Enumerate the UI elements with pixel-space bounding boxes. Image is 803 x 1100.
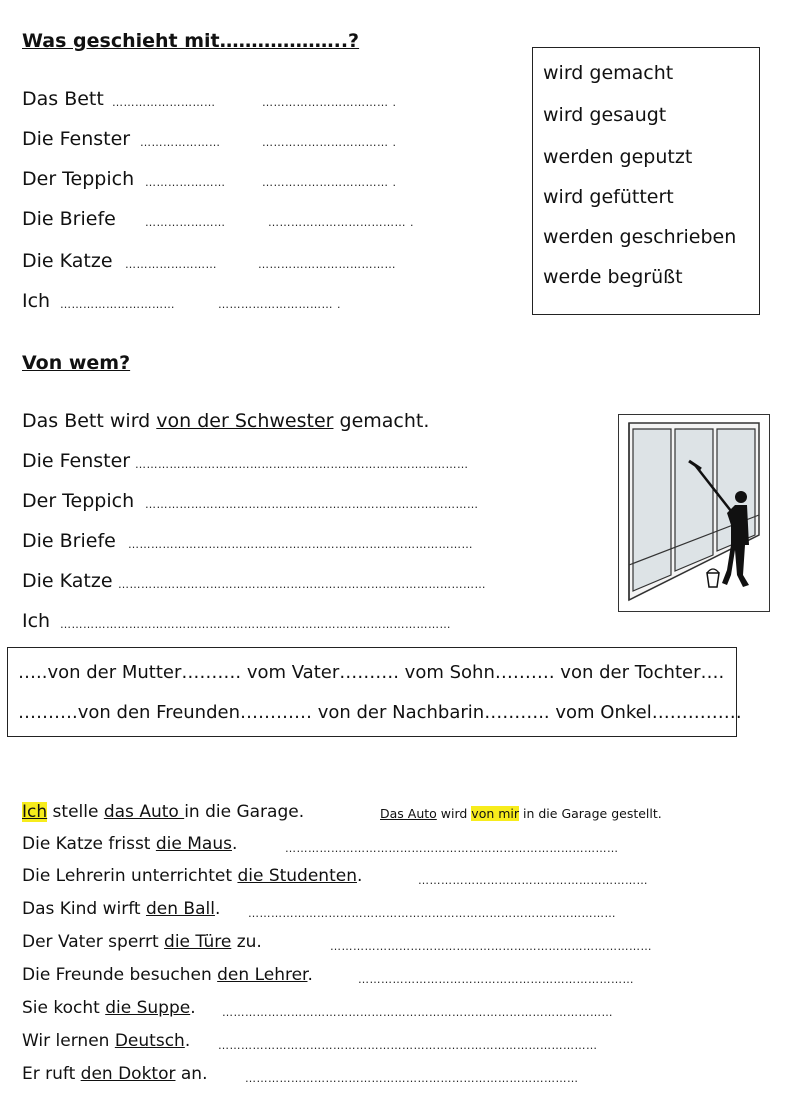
s2-example <box>22 410 429 432</box>
s3-row-pre: Wir lernen <box>22 1031 115 1051</box>
s1-row-blank: …………………………… . <box>262 136 397 149</box>
s1-row-subject: Die Katze <box>22 250 113 272</box>
s3-example-verb: stelle <box>47 802 104 822</box>
s3-row <box>22 965 313 985</box>
s3-row <box>22 866 362 886</box>
s3-row-post: . <box>190 998 196 1018</box>
agent-options-line: …..von der Mutter………. vom Vater………. vom Sohn………. von der Tochter…. <box>18 662 725 683</box>
s1-row-subject: Die Briefe <box>22 208 116 230</box>
s3-row-blank: ……………………………………………………………………………………… <box>218 1039 598 1052</box>
s3-row-object: die Suppe <box>105 998 191 1018</box>
verb-options-box <box>532 47 760 315</box>
s3-row-blank: …………………………………………………………………………………… <box>248 907 616 920</box>
window-cleaner-icon <box>619 415 768 610</box>
s3-answer-subject: Das Auto <box>380 806 437 821</box>
s1-row-subject: Der Teppich <box>22 168 135 190</box>
verb-option: wird gefüttert <box>543 186 674 208</box>
s2-row-subject: Die Fenster <box>22 450 131 472</box>
s2-row-blank: …………………………………………………………………………… <box>145 498 479 511</box>
s3-example-rest: in die Garage. <box>184 802 305 822</box>
s1-row-blank: ………………………… <box>60 298 175 311</box>
verb-option: werden geschrieben <box>543 226 737 248</box>
s3-row-post: . <box>184 1031 191 1051</box>
s3-row-post: an. <box>175 1064 208 1084</box>
s1-row-blank: ………………… <box>145 176 226 189</box>
s2-row-blank: …………………………………………………………………………………… <box>118 578 486 591</box>
s1-row-blank: ………………………… . <box>218 298 341 311</box>
s1-row-subject: Ich <box>22 290 51 312</box>
s3-row-pre: Die Freunde besuchen <box>22 965 218 985</box>
s3-row-blank: …………………………………………………………………………… <box>245 1072 579 1085</box>
s1-row-blank: …………………… <box>125 258 217 271</box>
s3-row <box>22 834 237 854</box>
s3-row <box>22 932 262 952</box>
s3-row-post: . <box>356 866 363 886</box>
s3-answer-verb: wird <box>436 806 472 821</box>
s2-row-subject: Der Teppich <box>22 490 135 512</box>
s3-row-pre: Die Katze frisst <box>22 834 156 854</box>
s2-example-agent: von der Schwester <box>156 410 334 432</box>
s3-row-post: . <box>307 965 313 985</box>
s3-row-pre: Der Vater sperrt <box>22 932 165 952</box>
verb-option: werden geputzt <box>543 146 693 168</box>
s2-row-subject: Die Briefe <box>22 530 116 552</box>
s2-row-subject: Ich <box>22 610 51 632</box>
s3-row <box>22 998 196 1018</box>
s3-row <box>22 1064 207 1084</box>
agent-options-box <box>7 647 742 737</box>
s2-row-subject: Die Katze <box>22 570 113 592</box>
s3-row-object: die Studenten <box>237 866 357 886</box>
s3-row-object: den Doktor <box>80 1064 176 1084</box>
s2-row-blank: …………………………………………………………………………… <box>135 458 469 471</box>
s1-row-blank: …………………………… . <box>262 96 397 109</box>
verb-option: wird gesaugt <box>543 104 667 126</box>
s1-row-subject: Die Fenster <box>22 128 131 150</box>
s3-row-blank: …………………………………………………… <box>418 874 648 887</box>
s3-row <box>22 899 220 919</box>
s3-row-blank: ………………………………………………………………………… <box>330 940 652 953</box>
s2-example-post: gemacht. <box>333 410 430 432</box>
s3-row-post: . <box>214 899 221 919</box>
s3-row-object: die Türe <box>164 932 232 952</box>
s3-row-object: Deutsch <box>114 1031 185 1051</box>
s3-row-pre: Die Lehrerin unterrichtet <box>22 866 238 886</box>
s2-row-blank: ……………………………………………………………………………… <box>128 538 473 551</box>
window-cleaner-illustration <box>618 414 770 612</box>
agent-options-line: ……….von den Freunden………… von der Nachbarin……….. vom Onkel…………… <box>18 702 742 723</box>
s1-row-blank: ………………… <box>145 216 226 229</box>
section1-heading: Was geschieht mit………………..? <box>22 30 360 52</box>
s3-example-answer <box>380 806 662 821</box>
s1-row-blank: ……………………… <box>112 96 216 109</box>
s3-row-pre: Das Kind wirft <box>22 899 146 919</box>
s1-row-blank: ……………………………… . <box>268 216 414 229</box>
s1-row-blank: …………………………… . <box>262 176 397 189</box>
section2-heading: Von wem? <box>22 352 131 374</box>
s3-row-blank: ……………………………………………………………… <box>358 973 634 986</box>
s3-row-post: . <box>231 834 238 854</box>
verb-option: wird gemacht <box>543 62 674 84</box>
s2-example-pre: Das Bett wird <box>22 410 157 432</box>
s3-answer-rest: in die Garage gestellt. <box>519 806 662 821</box>
s3-row-object: die Maus <box>155 834 232 854</box>
s2-row-blank: ………………………………………………………………………………………… <box>60 618 451 631</box>
s1-row-blank: ……………………………… <box>258 258 396 271</box>
s3-row-object: den Ball <box>145 899 215 919</box>
s3-example-object: das Auto <box>103 802 185 822</box>
s1-row-subject: Das Bett <box>22 88 104 110</box>
s3-example <box>22 802 304 822</box>
s3-example-subject: Ich <box>22 802 48 822</box>
s3-row-blank: ………………………………………………………………………………………… <box>222 1006 613 1019</box>
s3-row-pre: Er ruft <box>22 1064 81 1084</box>
s3-row <box>22 1031 190 1051</box>
s3-answer-agent: von mir <box>471 806 520 821</box>
s3-row-blank: …………………………………………………………………………… <box>285 842 619 855</box>
s3-row-pre: Sie kocht <box>22 998 106 1018</box>
s3-row-post: zu. <box>231 932 262 952</box>
verb-option: werde begrüßt <box>543 266 683 288</box>
s3-row-object: den Lehrer <box>217 965 308 985</box>
s1-row-blank: ………………… <box>140 136 221 149</box>
